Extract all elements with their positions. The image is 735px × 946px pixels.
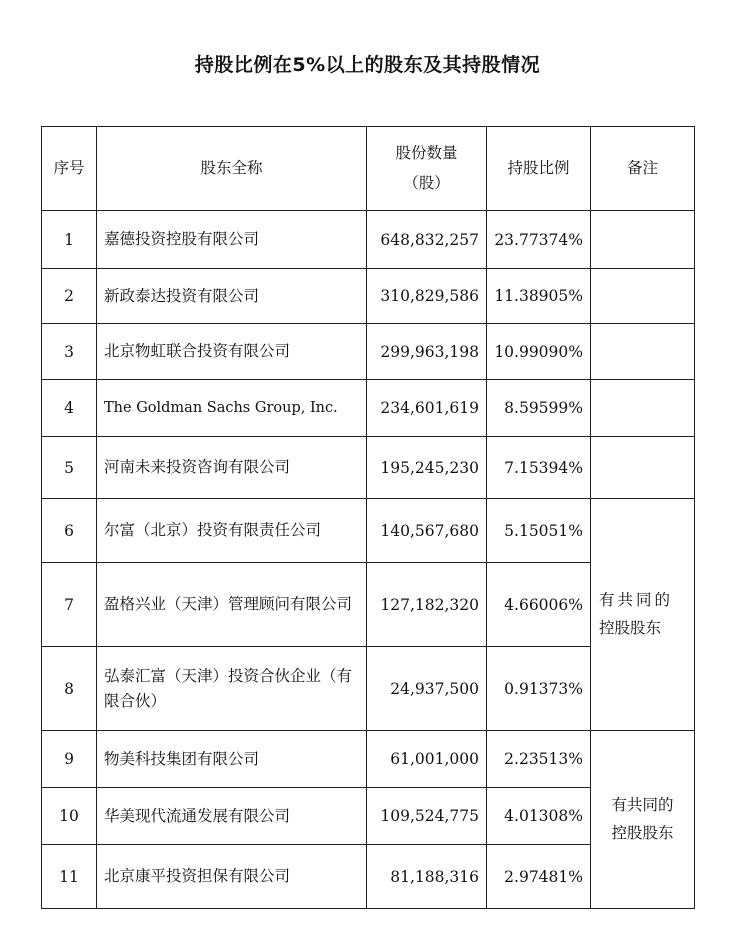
note-line2: 控股股东 — [611, 823, 674, 842]
cell-pct: 11.38905% — [487, 269, 591, 324]
cell-name: 弘泰汇富（天津）投资合伙企业（有限合伙） — [97, 647, 367, 731]
cell-no: 1 — [42, 211, 97, 269]
cell-pct: 4.01308% — [487, 788, 591, 845]
cell-shares: 648,832,257 — [367, 211, 487, 269]
table-row — [42, 324, 695, 380]
cell-note — [591, 269, 695, 324]
cell-shares: 127,182,320 — [367, 563, 487, 647]
cell-shares: 109,524,775 — [367, 788, 487, 845]
header-note: 备注 — [591, 127, 695, 211]
cell-shares: 234,601,619 — [367, 380, 487, 437]
cell-shares: 24,937,500 — [367, 647, 487, 731]
header-shares — [367, 127, 487, 211]
cell-pct: 10.99090% — [487, 324, 591, 380]
cell-name: 盈格兴业（天津）管理顾问有限公司 — [97, 563, 367, 647]
header-pct: 持股比例 — [487, 127, 591, 211]
cell-shares: 195,245,230 — [367, 437, 487, 499]
cell-pct: 5.15051% — [487, 499, 591, 563]
cell-pct: 4.66006% — [487, 563, 591, 647]
cell-name: 物美科技集团有限公司 — [97, 731, 367, 788]
table-row — [42, 731, 695, 788]
cell-note — [591, 380, 695, 437]
cell-pct: 2.97481% — [487, 845, 591, 909]
cell-name: 华美现代流通发展有限公司 — [97, 788, 367, 845]
cell-shares: 140,567,680 — [367, 499, 487, 563]
note-common-controlling-group-2 — [591, 731, 695, 909]
cell-no: 11 — [42, 845, 97, 909]
cell-pct: 23.77374% — [487, 211, 591, 269]
cell-name: 北京康平投资担保有限公司 — [97, 845, 367, 909]
shareholder-table — [41, 126, 695, 909]
note-line2: 控股股东 — [599, 618, 662, 637]
header-no: 序号 — [42, 127, 97, 211]
cell-no: 5 — [42, 437, 97, 499]
note-common-controlling-group-1 — [591, 499, 695, 731]
table-row — [42, 269, 695, 324]
note-line1: 有共同的 — [599, 591, 674, 610]
cell-no: 7 — [42, 563, 97, 647]
cell-shares: 81,188,316 — [367, 845, 487, 909]
cell-pct: 0.91373% — [487, 647, 591, 731]
cell-no: 9 — [42, 731, 97, 788]
cell-no: 6 — [42, 499, 97, 563]
table-row — [42, 211, 695, 269]
note-line1: 有共同的 — [611, 796, 674, 815]
cell-pct: 8.59599% — [487, 380, 591, 437]
cell-shares: 299,963,198 — [367, 324, 487, 380]
cell-name: 尔富（北京）投资有限责任公司 — [97, 499, 367, 563]
document-title: 持股比例在5%以上的股东及其持股情况 — [194, 54, 541, 76]
cell-name: 北京物虹联合投资有限公司 — [97, 324, 367, 380]
header-shares-line1: 股份数量 — [395, 144, 458, 163]
cell-pct: 2.23513% — [487, 731, 591, 788]
cell-shares: 310,829,586 — [367, 269, 487, 324]
cell-name: 嘉德投资控股有限公司 — [97, 211, 367, 269]
cell-name: 新政泰达投资有限公司 — [97, 269, 367, 324]
cell-note — [591, 324, 695, 380]
cell-no: 10 — [42, 788, 97, 845]
table-row — [42, 437, 695, 499]
cell-no: 4 — [42, 380, 97, 437]
header-name: 股东全称 — [97, 127, 367, 211]
table-header-row — [42, 127, 695, 211]
cell-name: The Goldman Sachs Group, Inc. — [97, 380, 367, 437]
table-row — [42, 499, 695, 563]
cell-shares: 61,001,000 — [367, 731, 487, 788]
cell-pct: 7.15394% — [487, 437, 591, 499]
cell-no: 3 — [42, 324, 97, 380]
table-row — [42, 380, 695, 437]
cell-note — [591, 211, 695, 269]
cell-note — [591, 437, 695, 499]
cell-no: 8 — [42, 647, 97, 731]
cell-name: 河南未来投资咨询有限公司 — [97, 437, 367, 499]
cell-no: 2 — [42, 269, 97, 324]
header-shares-line2: （股） — [403, 173, 450, 192]
